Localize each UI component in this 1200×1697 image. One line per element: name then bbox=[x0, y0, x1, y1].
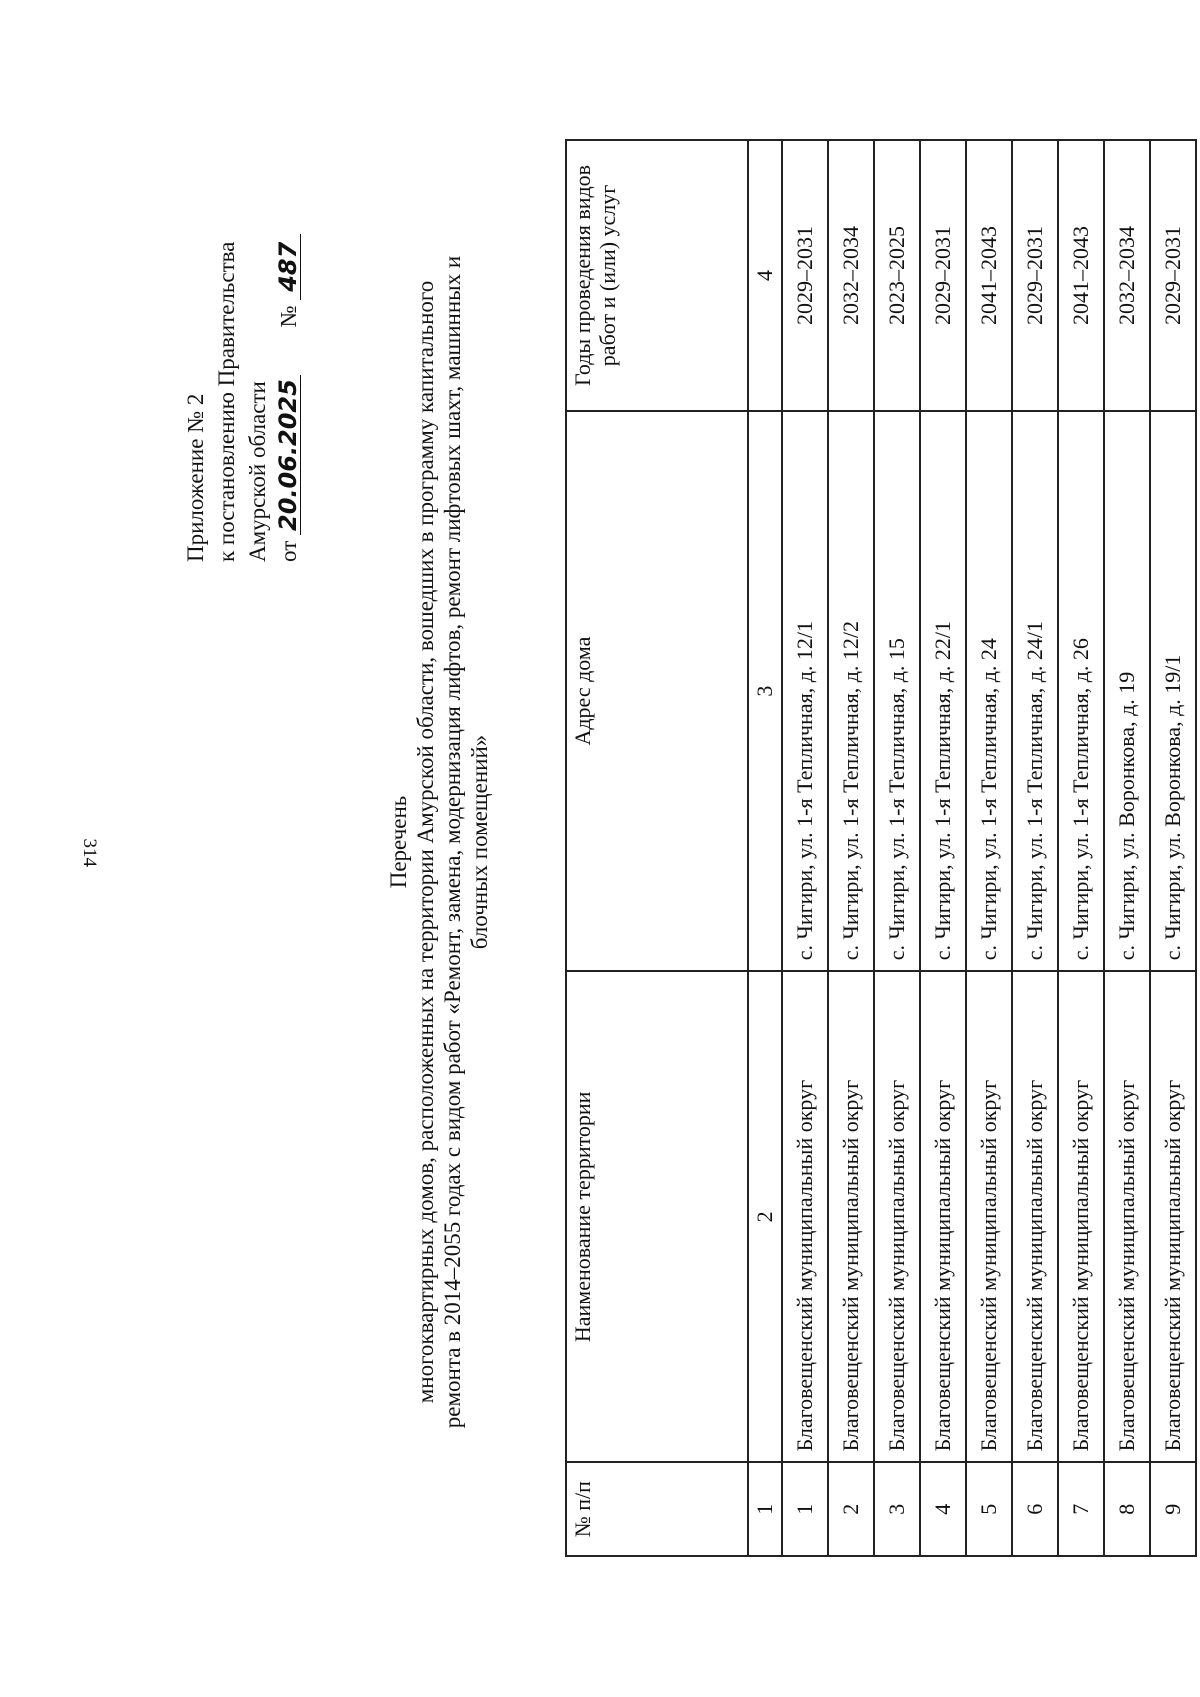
cell-territory: Благовещенский муниципальный округ bbox=[782, 971, 828, 1462]
cell-years: 2032–2034 bbox=[1104, 140, 1150, 411]
cell-territory: Благовещенский муниципальный округ bbox=[1150, 971, 1196, 1462]
cell-years: 2032–2034 bbox=[828, 140, 874, 411]
header-num: № п/п bbox=[566, 1462, 748, 1556]
table-row bbox=[1058, 140, 1104, 1556]
handwritten-number: 487 bbox=[276, 234, 301, 300]
cell-address: с. Чигири, ул. 1-я Тепличная, д. 24/1 bbox=[1012, 411, 1058, 971]
number-label: № bbox=[276, 305, 301, 328]
column-number-2: 2 bbox=[748, 971, 782, 1462]
header-years: Годы проведения видов работ и (или) услуг bbox=[566, 140, 748, 411]
cell-address: с. Чигири, ул. Воронкова, д. 19 bbox=[1104, 411, 1150, 971]
table-header-row bbox=[566, 140, 748, 1556]
handwritten-date: 20.06.2025 bbox=[276, 375, 301, 535]
cell-num: 1 bbox=[782, 1462, 828, 1556]
cell-address: с. Чигири, ул. 1-я Тепличная, д. 26 bbox=[1058, 411, 1104, 971]
column-number-4: 4 bbox=[748, 140, 782, 411]
cell-address: с. Чигири, ул. 1-я Тепличная, д. 24 bbox=[966, 411, 1012, 971]
column-number-1: 1 bbox=[748, 1462, 782, 1556]
from-label: от bbox=[276, 540, 301, 562]
cell-num: 7 bbox=[1058, 1462, 1104, 1556]
column-number-3: 3 bbox=[748, 411, 782, 971]
header-address: Адрес дома bbox=[566, 411, 748, 971]
appendix-line-2: к постановлению Правительства bbox=[214, 241, 239, 562]
cell-num: 9 bbox=[1150, 1462, 1196, 1556]
cell-years: 2041–2043 bbox=[1058, 140, 1104, 411]
table-row bbox=[782, 140, 828, 1556]
table-row bbox=[874, 140, 920, 1556]
table-row bbox=[1150, 140, 1196, 1556]
table-row bbox=[920, 140, 966, 1556]
header-territory: Наименование территории bbox=[566, 971, 748, 1462]
houses-table bbox=[565, 139, 1197, 1557]
heading-line-2: ремонта в 2014–2055 годах с видом работ «Ремонт, замена, модернизация лифтов, ремонт лифтовых шахт, машинных и bbox=[440, 255, 465, 1429]
appendix-line-3: Амурской области bbox=[245, 381, 270, 562]
cell-num: 8 bbox=[1104, 1462, 1150, 1556]
table-row bbox=[966, 140, 1012, 1556]
cell-territory: Благовещенский муниципальный округ bbox=[828, 971, 874, 1462]
page-number: 314 bbox=[79, 838, 100, 867]
cell-num: 6 bbox=[1012, 1462, 1058, 1556]
cell-address: с. Чигири, ул. 1-я Тепличная, д. 15 bbox=[874, 411, 920, 971]
cell-num: 2 bbox=[828, 1462, 874, 1556]
appendix-date-line bbox=[273, 234, 304, 562]
cell-territory: Благовещенский муниципальный округ bbox=[920, 971, 966, 1462]
cell-territory: Благовещенский муниципальный округ bbox=[874, 971, 920, 1462]
cell-address: с. Чигири, ул. 1-я Тепличная, д. 22/1 bbox=[920, 411, 966, 971]
cell-num: 4 bbox=[920, 1462, 966, 1556]
cell-years: 2029–2031 bbox=[782, 140, 828, 411]
table-row bbox=[1104, 140, 1150, 1556]
appendix-block bbox=[180, 234, 304, 562]
cell-years: 2029–2031 bbox=[1150, 140, 1196, 411]
cell-territory: Благовещенский муниципальный округ bbox=[1012, 971, 1058, 1462]
cell-years: 2029–2031 bbox=[1012, 140, 1058, 411]
cell-years: 2023–2025 bbox=[874, 140, 920, 411]
cell-num: 5 bbox=[966, 1462, 1012, 1556]
cell-address: с. Чигири, ул. 1-я Тепличная, д. 12/2 bbox=[828, 411, 874, 971]
cell-num: 3 bbox=[874, 1462, 920, 1556]
table-row bbox=[1012, 140, 1058, 1556]
cell-years: 2029–2031 bbox=[920, 140, 966, 411]
table-row bbox=[828, 140, 874, 1556]
cell-years: 2041–2043 bbox=[966, 140, 1012, 411]
cell-territory: Благовещенский муниципальный округ bbox=[1104, 971, 1150, 1462]
cell-territory: Благовещенский муниципальный округ bbox=[966, 971, 1012, 1462]
cell-address: с. Чигири, ул. 1-я Тепличная, д. 12/1 bbox=[782, 411, 828, 971]
cell-territory: Благовещенский муниципальный округ bbox=[1058, 971, 1104, 1462]
heading-line-1: многоквартирных домов, расположенных на территории Амурской области, вошедших в программу капитального bbox=[413, 280, 438, 1404]
column-number-row bbox=[748, 140, 782, 1556]
heading-line-3: блочных помещений» bbox=[467, 734, 492, 950]
heading-title: Перечень bbox=[386, 795, 411, 889]
appendix-line-1: Приложение № 2 bbox=[183, 393, 208, 562]
document-heading bbox=[385, 177, 493, 1507]
cell-address: с. Чигири, ул. Воронкова, д. 19/1 bbox=[1150, 411, 1196, 971]
